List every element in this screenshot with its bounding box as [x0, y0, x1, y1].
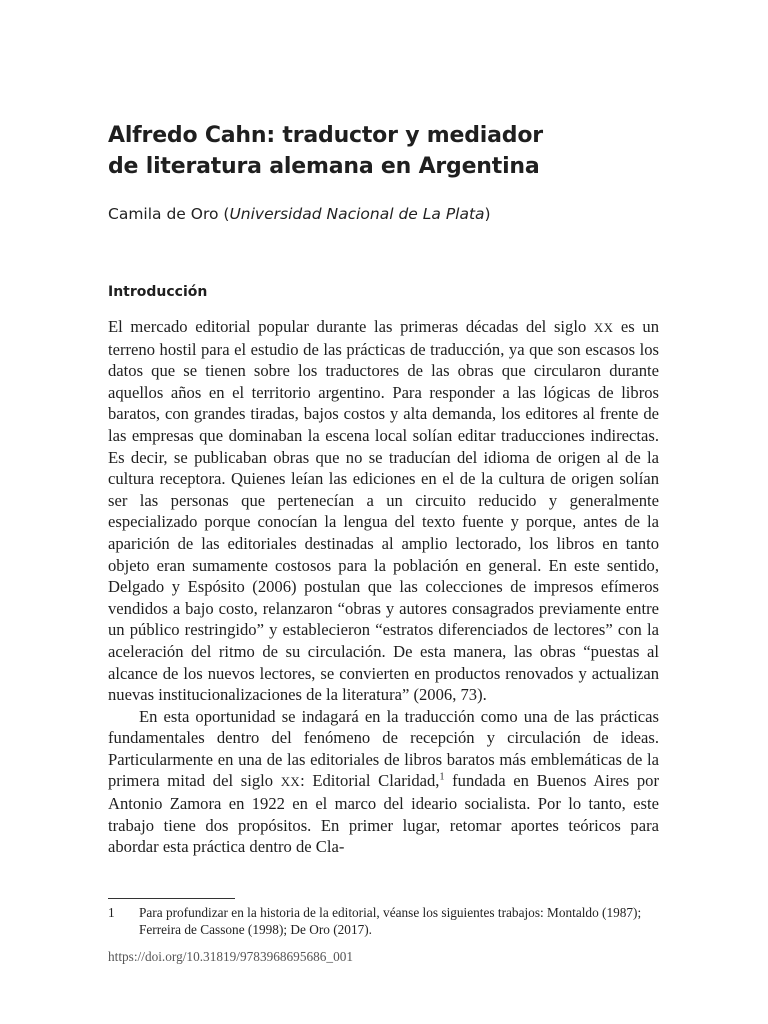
century-small-caps: XX [593, 320, 614, 335]
author-line [108, 203, 668, 225]
footnote [108, 904, 659, 938]
paragraph-1-part-a: El mercado editorial popular durante las primeras décadas del siglo [108, 317, 594, 336]
article-title [108, 120, 668, 182]
doi-link[interactable]: https://doi.org/10.31819/9783968695686_001 [108, 949, 354, 964]
paragraph-2-part-a: En esta oportunidad se indagará en la traducción como una de las prácticas fundamentales dentro del fenómeno de recepción y circulación de ideas. Particularmente en una de las editoriales de libros baratos más emblemáticas de la primera mitad del siglo [108, 706, 659, 791]
section-heading: Introducción [108, 284, 208, 300]
paragraph-2-part-c: fundada en Buenos Aires por Antonio Zamora en 1922 en el marco del ideario socialista. Por lo tanto, este trabajo tiene dos propósitos. En primer lugar, retomar aportes teóricos para abordar esta práctica dentro de Cla- [108, 771, 659, 857]
paragraph-2-part-b: : Editorial Claridad, [300, 771, 440, 791]
century-small-caps: XX [280, 774, 301, 790]
footnote-text: Para profundizar en la historia de la editorial, véanse los siguientes trabajos: Montaldo (1987); Ferreira de Cassone (1998); De Oro (2017). [139, 905, 642, 937]
paragraph-1 [108, 316, 659, 706]
footnote-divider [108, 898, 235, 899]
paragraph-2 [108, 706, 659, 858]
article-title-line-2: de literatura alemana en Argentina [108, 154, 540, 179]
footnote-reference[interactable]: 1 [439, 771, 445, 783]
author-affiliation: Universidad Nacional de La Plata [229, 205, 485, 223]
author-name: Camila de Oro ( [108, 205, 230, 223]
author-close-paren: ) [484, 205, 491, 223]
article-title-line-1: Alfredo Cahn: traductor y mediador [108, 123, 543, 148]
paragraph-1-part-b: es un terreno hostil para el estudio de las prácticas de traducción, ya que son escasos los datos que se tienen sobre los traductores de las obras que circularon durante aquellos años en el territorio argentino. Para responder a las lógicas de libros baratos, con grandes tiradas, bajos costos y alta demanda, los editores al frente de las empresas que dominaban la escena local solían editar traducciones indirectas. Es decir, se publicaban obras que no se traducían del idioma de origen al de la cultura receptora. Quienes leían las ediciones en el de la cultura de origen solían ser las personas que pertenecían a un circuito reducido y generalmente especializado porque conocían la lengua del texto fuente y porque, antes de la aparición de las editoriales destinadas al amplio lectorado, los libros en tanto objeto eran sumamente costosos para la población en general. En este sentido, Delgado y Espósito (2006) postulan que las colecciones de impresos efímeros vendidos a bajo costo, relanzaron “obras y autores consagrados previamente entre un público restringido” y establecieron “estratos diferenciados de lectores” con la aceleración del ritmo de su circulación. De esta manera, las obras “puestas al alcance de los nuevos lectores, se convierten en productos renovados y actualizan nuevas institucionalizaciones de la literatura” (2006, 73). [108, 317, 659, 705]
footnote-number: 1 [108, 905, 115, 920]
body-text [108, 316, 659, 858]
